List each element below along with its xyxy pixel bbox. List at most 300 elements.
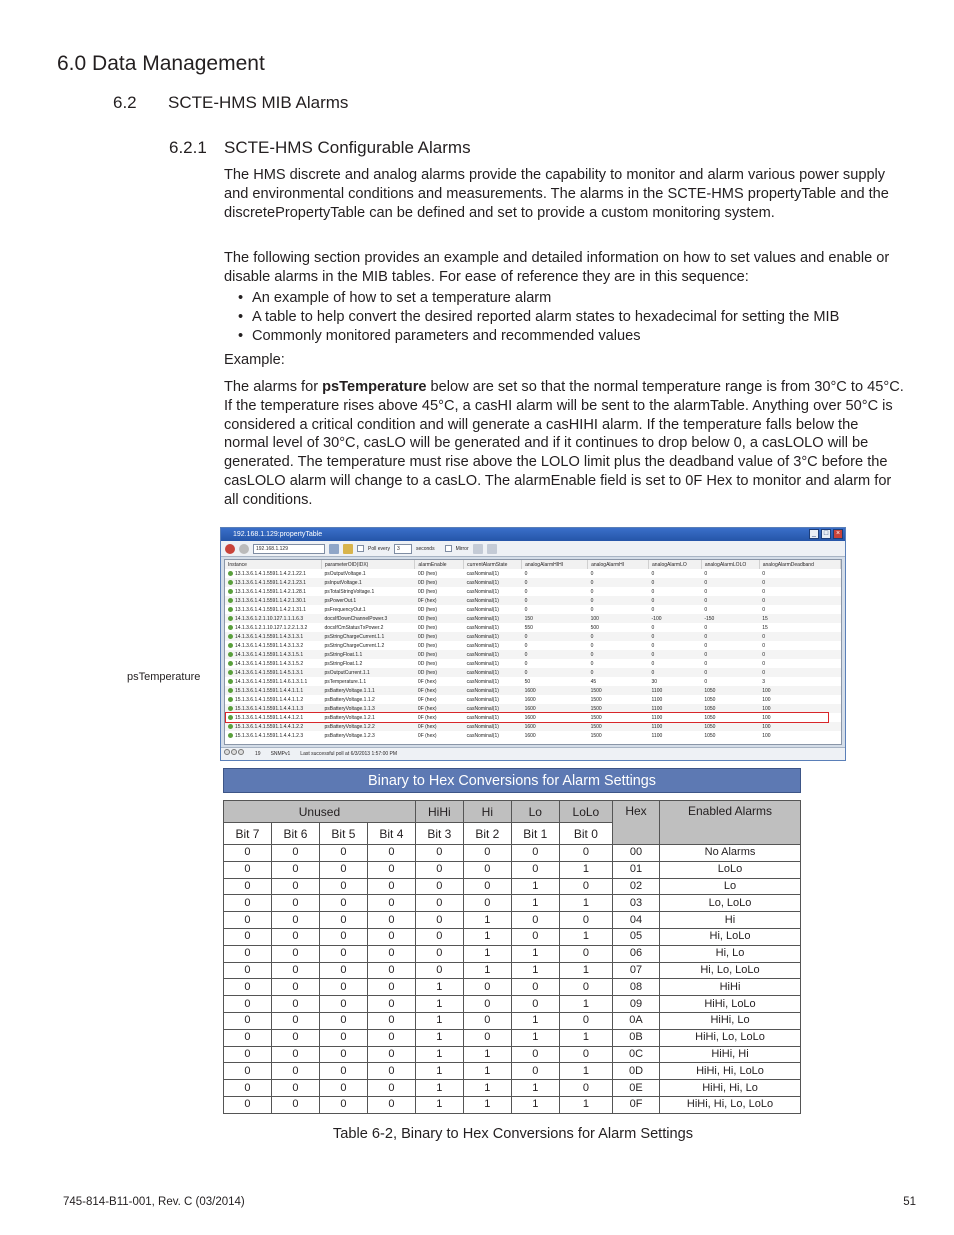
- enabled-alarms-cell: HiHi, Hi, Lo: [660, 1080, 801, 1097]
- bit-cell: 1: [415, 996, 463, 1013]
- grid-cell: 1050: [701, 722, 759, 731]
- grid-cell: psFrequencyOut.1: [324, 606, 366, 613]
- enabled-alarms-cell: HiHi, Lo: [660, 1012, 801, 1029]
- bit-cell: 0: [319, 1063, 367, 1080]
- grid-cell: casNominal(1): [466, 696, 499, 703]
- grid-cell: 0D (hex): [415, 668, 464, 677]
- bit-cell: 0: [367, 962, 415, 979]
- instance-status-icon: [228, 598, 233, 603]
- grid-cell: 0D (hex): [417, 588, 438, 595]
- grid-cell: 0: [762, 570, 765, 577]
- instance-text: 15.1.3.6.1.4.1.5591.1.4.4.1.1.1: [235, 687, 304, 694]
- hex-cell: 0F: [613, 1096, 660, 1113]
- grid-column-header[interactable]: analogAlarmLOLO: [701, 560, 759, 569]
- bit-cell: 1: [511, 895, 559, 912]
- grid-cell: 30: [651, 678, 658, 685]
- grid-cell: psStringChargeCurrent.1.2: [324, 642, 385, 649]
- grid-row[interactable]: [225, 686, 841, 695]
- group-header-row: [224, 801, 801, 823]
- bit-cell: 0: [415, 945, 463, 962]
- bit-cell: 0: [559, 1012, 612, 1029]
- bit-header: Bit 2: [463, 823, 511, 845]
- grid-cell: 0: [762, 588, 765, 595]
- help-icon[interactable]: [487, 544, 497, 554]
- grid-column-header[interactable]: analogAlarmHI: [588, 560, 649, 569]
- grid-cell: 0: [651, 570, 655, 577]
- table-icon[interactable]: [343, 544, 353, 554]
- grid-cell: 0F (hex): [415, 704, 464, 713]
- grid-cell: 15: [759, 614, 840, 623]
- grid-cell: 0: [651, 624, 655, 631]
- instance-text: 13.1.3.6.1.4.1.5591.1.4.2.1.31.1: [235, 606, 306, 613]
- bit-cell: 0: [559, 878, 612, 895]
- bit-cell: 0: [463, 979, 511, 996]
- bit-header: Bit 4: [367, 823, 415, 845]
- grid-cell: [225, 659, 321, 668]
- bit-cell: 0: [319, 912, 367, 929]
- grid-cell: 1600: [524, 732, 536, 739]
- bit-cell: 1: [463, 1096, 511, 1113]
- grid-cell: 1600: [522, 686, 588, 695]
- grid-cell: 1100: [649, 686, 702, 695]
- grid-cell: 1050: [701, 704, 759, 713]
- bit-cell: 0: [319, 945, 367, 962]
- grid-cell: 1600: [522, 722, 588, 731]
- grid-row[interactable]: [225, 668, 841, 677]
- grid-cell: 1500: [588, 686, 649, 695]
- property-grid: [224, 559, 842, 745]
- bit-cell: 0: [367, 861, 415, 878]
- bullet-text: An example of how to set a temperature alarm: [252, 290, 552, 306]
- grid-cell: casNominal(1): [464, 578, 522, 587]
- grid-cell: casNominal(1): [464, 686, 522, 695]
- grid-cell: 45: [590, 678, 597, 685]
- grid-cell: 0D (hex): [415, 650, 464, 659]
- grid-cell: 0D (hex): [417, 642, 438, 649]
- grid-row[interactable]: [225, 659, 841, 668]
- grid-cell: 15: [762, 624, 768, 631]
- grid-cell: [225, 605, 321, 614]
- enabled-alarms-cell: HiHi, Lo, LoLo: [660, 1029, 801, 1046]
- instance-text: 14.1.3.6.1.4.1.5591.1.4.3.1.3.2: [235, 642, 304, 649]
- bit-cell: 0: [463, 996, 511, 1013]
- bit-cell: 0: [224, 1063, 272, 1080]
- grid-row[interactable]: [225, 731, 841, 740]
- grid-cell: 100: [762, 696, 771, 703]
- enabled-alarms-cell: Hi: [660, 912, 801, 929]
- status-bar: [221, 747, 845, 760]
- grid-cell: psOutputCurrent.1.1: [321, 668, 414, 677]
- bit-cell: 0: [319, 845, 367, 862]
- subsubsection-number: 6.2.1: [169, 138, 207, 157]
- grid-cell: 0: [762, 660, 765, 667]
- grid-cell: [225, 677, 321, 686]
- enabled-alarms-cell: No Alarms: [660, 845, 801, 862]
- bit-cell: 1: [559, 861, 612, 878]
- bit-cell: 0: [511, 1046, 559, 1063]
- address-input[interactable]: 192.168.1.129: [253, 544, 325, 554]
- bit-header: Bit 7: [224, 823, 272, 845]
- instance-text: 15.1.3.6.1.4.1.5591.1.4.4.1.2.3: [235, 732, 304, 739]
- hex-cell: 06: [613, 945, 660, 962]
- instance-status-icon: [228, 652, 233, 657]
- grid-row[interactable]: [225, 695, 841, 704]
- bit-cell: 0: [271, 1012, 319, 1029]
- grid-cell: [225, 650, 321, 659]
- grid-row[interactable]: [225, 632, 841, 641]
- grid-cell: 0: [588, 596, 649, 605]
- bit-cell: 0: [367, 845, 415, 862]
- table-row: [224, 861, 801, 878]
- bit-header: Bit 6: [271, 823, 319, 845]
- bit-cell: 0: [319, 928, 367, 945]
- grid-row[interactable]: [225, 641, 841, 650]
- grid-cell: 0: [649, 632, 702, 641]
- enabled-alarms-cell: Hi, Lo: [660, 945, 801, 962]
- grid-cell: 1500: [590, 732, 602, 739]
- instance-status-icon: [228, 706, 233, 711]
- stop-icon[interactable]: [225, 544, 235, 554]
- grid-cell: 0: [649, 596, 702, 605]
- grid-row[interactable]: [225, 587, 841, 596]
- bit-cell: 0: [367, 1012, 415, 1029]
- bit-cell: 1: [511, 962, 559, 979]
- hex-cell: 0A: [613, 1012, 660, 1029]
- grid-cell: casNominal(1): [464, 650, 522, 659]
- bit-cell: 0: [319, 1096, 367, 1113]
- bit-cell: 1: [511, 1029, 559, 1046]
- grid-cell: 0: [524, 660, 528, 667]
- grid-cell: psInputVoltage.1: [321, 578, 414, 587]
- group-header: Unused: [224, 801, 416, 823]
- grid-cell: psBatteryVoltage.1.2.3: [324, 732, 375, 739]
- enabled-alarms-cell: HiHi: [660, 979, 801, 996]
- grid-cell: 0F (hex): [417, 696, 437, 703]
- grid-row[interactable]: [225, 650, 841, 659]
- bit-cell: 0: [367, 1029, 415, 1046]
- refresh-icon[interactable]: [239, 544, 249, 554]
- bit-cell: 1: [511, 878, 559, 895]
- table-row: [224, 1012, 801, 1029]
- bit-cell: 0: [224, 878, 272, 895]
- conversion-table: [223, 800, 801, 1114]
- bit-cell: 0: [319, 1046, 367, 1063]
- grid-row[interactable]: [225, 722, 841, 731]
- poll-status-text: Last successful poll at 6/3/2013 1:57:00 PM: [300, 751, 398, 757]
- grid-row[interactable]: [225, 623, 841, 632]
- table-row: [224, 1029, 801, 1046]
- grid-cell: 100: [759, 722, 840, 731]
- grid-cell: [225, 569, 321, 578]
- grid-cell: psBatteryVoltage.1.1.1: [321, 686, 414, 695]
- bit-cell: 0: [271, 1029, 319, 1046]
- grid-cell: psStringFloat.1.1: [321, 650, 414, 659]
- grid-cell: 1100: [651, 696, 663, 703]
- grid-cell: 1600: [524, 714, 536, 721]
- bit-cell: 0: [463, 895, 511, 912]
- window-toolbar: [221, 541, 845, 557]
- section-heading: 6.0 Data Management: [57, 52, 265, 75]
- grid-cell: casNominal(1): [464, 722, 522, 731]
- bullet-item: • A table to help convert the desired reported alarm states to hexadecimal for setting the MIB: [238, 309, 840, 325]
- grid-cell: 0D (hex): [415, 578, 464, 587]
- instance-text: 14.1.3.6.1.2.1.10.127.1.1.1.6.3: [235, 615, 304, 622]
- grid-cell: 1100: [651, 714, 663, 721]
- instance-text: 15.1.3.6.1.4.1.5591.1.4.4.1.2.2: [235, 723, 304, 730]
- bit-cell: 0: [319, 996, 367, 1013]
- grid-column-header[interactable]: analogAlarmDeadband: [759, 560, 840, 569]
- grid-cell: [225, 722, 321, 731]
- grid-cell: 50: [524, 678, 531, 685]
- grid-cell: -150: [701, 614, 759, 623]
- hex-cell: 03: [613, 895, 660, 912]
- group-header: Hi: [463, 801, 511, 823]
- hex-cell: 07: [613, 962, 660, 979]
- grid-cell: 0: [759, 650, 840, 659]
- grid-cell: casNominal(1): [466, 678, 499, 685]
- grid-cell: 0: [701, 578, 759, 587]
- table-row: [224, 1096, 801, 1113]
- mirror-checkbox[interactable]: [445, 545, 452, 552]
- bit-header: Bit 1: [511, 823, 559, 845]
- bit-cell: 1: [463, 1063, 511, 1080]
- bullet-item: • An example of how to set a temperature alarm: [238, 290, 552, 306]
- bit-cell: 0: [511, 912, 559, 929]
- grid-cell: 0: [590, 660, 594, 667]
- grid-cell: 0: [590, 570, 594, 577]
- grid-cell: 0: [524, 642, 528, 649]
- grid-column-header[interactable]: parameterOID(IDX): [321, 560, 414, 569]
- window-title-bar: [221, 528, 845, 541]
- instance-text: 14.1.3.6.1.4.1.5591.1.4.3.1.5.2: [235, 660, 304, 667]
- grid-cell: 0: [704, 624, 708, 631]
- grid-cell: 0: [759, 578, 840, 587]
- grid-column-header[interactable]: alarmEnable: [415, 560, 464, 569]
- hex-cell: 05: [613, 928, 660, 945]
- bit-cell: 0: [224, 912, 272, 929]
- bit-cell: 0: [511, 861, 559, 878]
- grid-cell: casNominal(1): [466, 606, 499, 613]
- bit-cell: 1: [463, 928, 511, 945]
- bit-cell: 1: [559, 962, 612, 979]
- grid-cell: 0F (hex): [415, 686, 464, 695]
- grid-cell: 0F (hex): [415, 722, 464, 731]
- grid-cell: casNominal(1): [466, 570, 499, 577]
- grid-cell: 0: [649, 650, 702, 659]
- hex-cell: 01: [613, 861, 660, 878]
- grid-cell: 1100: [649, 704, 702, 713]
- export-icon[interactable]: [473, 544, 483, 554]
- grid-cell: 100: [759, 686, 840, 695]
- grid-row[interactable]: [225, 569, 841, 578]
- sequence-paragraph: The following section provides an example and detailed information on how to set values and enable or disable alarms in the MIB tables. For ease of reference they are in this sequence:: [224, 250, 890, 285]
- grid-cell: 0: [522, 650, 588, 659]
- grid-row[interactable]: [225, 596, 841, 605]
- bit-cell: 0: [559, 979, 612, 996]
- bit-cell: 0: [271, 1063, 319, 1080]
- bullet-text: Commonly monitored parameters and recommended values: [252, 328, 641, 344]
- bit-cell: 0: [511, 996, 559, 1013]
- grid-cell: casNominal(1): [466, 660, 499, 667]
- grid-cell: 3: [762, 678, 765, 685]
- grid-cell: 500: [590, 624, 599, 631]
- hex-cell: 0E: [613, 1080, 660, 1097]
- instance-text: 14.1.3.6.1.4.1.5591.1.4.6.1.3.1.1: [235, 678, 308, 685]
- grid-cell: [225, 632, 321, 641]
- instance-text: 13.1.3.6.1.4.1.5591.1.4.2.1.23.1: [235, 579, 306, 586]
- table-row: [224, 945, 801, 962]
- grid-column-header[interactable]: Instance: [225, 560, 321, 569]
- ps-temperature-callout: psTemperature: [127, 671, 201, 683]
- search-icon[interactable]: [329, 544, 339, 554]
- bit-cell: 1: [559, 996, 612, 1013]
- bit-cell: 1: [415, 1029, 463, 1046]
- grid-row[interactable]: [225, 605, 841, 614]
- bit-cell: 0: [271, 861, 319, 878]
- instance-text: 15.1.3.6.1.4.1.5591.1.4.4.1.1.2: [235, 696, 304, 703]
- table-row: [224, 895, 801, 912]
- bit-cell: 1: [511, 1096, 559, 1113]
- bit-cell: 1: [511, 1012, 559, 1029]
- grid-cell: 0: [588, 650, 649, 659]
- grid-cell: 0: [649, 578, 702, 587]
- bit-cell: 0: [319, 962, 367, 979]
- bit-cell: 1: [559, 1096, 612, 1113]
- bullet-item: • Commonly monitored parameters and recommended values: [238, 328, 641, 344]
- grid-column-header[interactable]: analogAlarmHIHI: [522, 560, 588, 569]
- bit-cell: 1: [415, 1096, 463, 1113]
- instance-status-icon: [228, 616, 233, 621]
- bit-cell: 0: [224, 962, 272, 979]
- grid-cell: 550: [524, 624, 533, 631]
- grid-cell: 0: [762, 642, 765, 649]
- grid-cell: 0: [704, 660, 708, 667]
- grid-cell: [225, 578, 321, 587]
- table-banner: Binary to Hex Conversions for Alarm Settings: [223, 768, 801, 793]
- instance-text: 13.1.3.6.1.4.1.5591.1.4.2.1.30.1: [235, 597, 306, 604]
- grid-cell: 0F (hex): [417, 732, 437, 739]
- grid-row[interactable]: [225, 677, 841, 686]
- group-header: HiHi: [415, 801, 463, 823]
- grid-cell: casNominal(1): [464, 704, 522, 713]
- hex-cell: 0C: [613, 1046, 660, 1063]
- grid-cell: [225, 587, 321, 596]
- grid-cell: casNominal(1): [466, 642, 499, 649]
- bit-cell: 0: [271, 1046, 319, 1063]
- minimize-icon[interactable]: _: [809, 529, 819, 539]
- bit-cell: 0: [224, 895, 272, 912]
- grid-cell: 0F (hex): [417, 714, 437, 721]
- bit-cell: 0: [224, 928, 272, 945]
- grid-column-header[interactable]: analogAlarmLO: [649, 560, 702, 569]
- group-header: Lo: [511, 801, 559, 823]
- enabled-alarms-cell: Lo: [660, 878, 801, 895]
- poll-interval-input[interactable]: 3: [394, 544, 412, 554]
- hex-cell: 00: [613, 845, 660, 862]
- grid-cell: 0: [524, 570, 528, 577]
- bit-cell: 1: [463, 1046, 511, 1063]
- intro-paragraph: The HMS discrete and analog alarms provide the capability to monitor and alarm various power supply and environmental conditions and measurements. The alarms in the SCTE-HMS propertyTable and the discretePropertyTable can be defined and set to provide a custom monitoring system.: [224, 167, 889, 221]
- bit-cell: 0: [271, 1096, 319, 1113]
- bit-cell: 0: [367, 878, 415, 895]
- grid-cell: casNominal(1): [466, 588, 499, 595]
- bit-cell: 1: [463, 962, 511, 979]
- window-title: 192.168.1.129:propertyTable: [233, 531, 323, 538]
- bit-cell: 1: [559, 895, 612, 912]
- grid-cell: 1050: [704, 696, 716, 703]
- grid-row[interactable]: [225, 578, 841, 587]
- table-row: [224, 1063, 801, 1080]
- grid-column-header[interactable]: currentAlarmState: [464, 560, 522, 569]
- close-icon[interactable]: ×: [833, 529, 843, 539]
- document-number: 745-814-B11-001, Rev. C (03/2014): [63, 1196, 245, 1208]
- maximize-icon[interactable]: □: [821, 529, 831, 539]
- bit-cell: 0: [319, 1080, 367, 1097]
- table-row: [224, 912, 801, 929]
- grid-cell: 0: [524, 588, 528, 595]
- instance-text: 13.1.3.6.1.4.1.5591.1.4.2.1.22.1: [235, 570, 306, 577]
- hex-cell: 09: [613, 996, 660, 1013]
- grid-cell: 0: [701, 650, 759, 659]
- instance-text: 14.1.3.6.1.4.1.5591.1.4.5.1.3.1: [235, 669, 304, 676]
- grid-header-row: [225, 560, 841, 569]
- grid-cell: [225, 668, 321, 677]
- bit-cell: 0: [463, 845, 511, 862]
- grid-cell: 0: [704, 588, 708, 595]
- instance-status-icon: [228, 589, 233, 594]
- bit-cell: 0: [271, 928, 319, 945]
- grid-cell: psTotalStringVoltage.1: [324, 588, 375, 595]
- bit-cell: 0: [271, 1080, 319, 1097]
- para-lead: The alarms for: [224, 379, 323, 395]
- grid-cell: 0: [701, 668, 759, 677]
- instance-status-icon: [228, 670, 233, 675]
- poll-checkbox[interactable]: [357, 545, 364, 552]
- bit-cell: 1: [463, 945, 511, 962]
- grid-cell: 0: [588, 578, 649, 587]
- grid-cell: 100: [762, 732, 771, 739]
- grid-cell: 1100: [649, 722, 702, 731]
- bit-cell: 0: [367, 912, 415, 929]
- bit-cell: 0: [463, 1029, 511, 1046]
- table-row: [224, 878, 801, 895]
- bit-cell: 0: [271, 962, 319, 979]
- bit-cell: 1: [559, 1063, 612, 1080]
- grid-cell: 0: [651, 660, 655, 667]
- bit-cell: 0: [415, 912, 463, 929]
- grid-cell: 0F (hex): [415, 596, 464, 605]
- instance-status-icon: [228, 607, 233, 612]
- grid-cell: 0: [651, 606, 655, 613]
- grid-cell: 0: [704, 678, 708, 685]
- grid-row[interactable]: [225, 614, 841, 623]
- bit-cell: 0: [367, 1096, 415, 1113]
- bit-cell: 0: [463, 878, 511, 895]
- grid-cell: docsIfCmStatusTxPower.2: [324, 624, 384, 631]
- subsection-heading: [113, 93, 348, 113]
- grid-cell: 150: [522, 614, 588, 623]
- bit-header: Bit 0: [559, 823, 612, 845]
- bit-cell: 0: [511, 979, 559, 996]
- enabled-alarms-cell: HiHi, LoLo: [660, 996, 801, 1013]
- grid-cell: 100: [762, 714, 771, 721]
- grid-cell: 0: [704, 570, 708, 577]
- grid-cell: 1600: [524, 696, 536, 703]
- bit-cell: 0: [463, 1012, 511, 1029]
- poll-unit-label: seconds: [415, 545, 435, 552]
- grid-cell: [225, 623, 321, 632]
- grid-cell: psStringChargeCurrent.1.1: [321, 632, 414, 641]
